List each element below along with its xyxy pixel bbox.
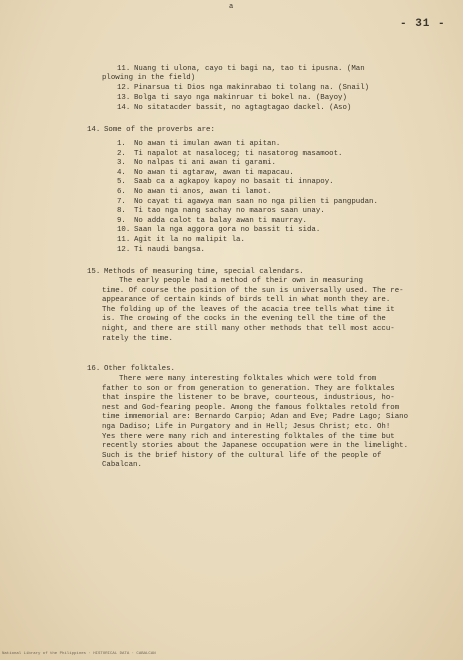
body-line: is. The crowing of the cocks in the evening tell the time of the bbox=[102, 315, 386, 324]
section-number: 14. bbox=[87, 126, 101, 134]
body-line: night, and there are still many other methods that tell most accu- bbox=[102, 325, 395, 333]
proverb-number: 1. bbox=[117, 140, 126, 148]
proverb-number: 3. bbox=[117, 159, 126, 168]
section-heading: Methods of measuring time, special calendars. bbox=[104, 268, 304, 276]
proverb-number: 2. bbox=[117, 149, 126, 158]
body-line: that inspire the listener to be brave, courteous, industrious, ho- bbox=[102, 394, 395, 403]
riddle-text: Bolga ti sayo nga makinruar ti bokel na. (Bayoy) bbox=[134, 94, 347, 102]
body-line: Such is the brief history of the cultural life of the people of bbox=[102, 451, 382, 460]
section-heading: Some of the proverbs are: bbox=[104, 126, 215, 134]
riddle-number: 12. bbox=[117, 84, 131, 92]
proverb-text: Ti napalot at nasaloceg; ti nasatorog masamoot. bbox=[134, 149, 343, 158]
proverb-text: No cayat ti agawya man saan no nga pilien ti pangpudan. bbox=[134, 197, 378, 206]
riddle-text: No sitatacder bassit, no agtagtagao dackel. (Aso) bbox=[134, 104, 352, 112]
page-number: - 31 - bbox=[400, 18, 446, 30]
section-heading: Other folktales. bbox=[104, 365, 175, 373]
body-line: rately the time. bbox=[102, 334, 173, 343]
proverb-number: 11. bbox=[117, 236, 131, 244]
body-line: There were many interesting folktales which were told from bbox=[119, 375, 377, 383]
body-line: recently stories about the Japanese occupation were in the limelight. bbox=[102, 442, 409, 451]
body-line: father to son or from generation to generation. They are folktales bbox=[102, 384, 395, 393]
body-line: nga Dadiso; Life in Purgatory and in Hell; Jesus Christ; etc. Oh! bbox=[102, 423, 391, 431]
proverb-text: Agit it la no malipit la. bbox=[134, 236, 245, 244]
body-line: Yes there were many rich and interesting folktales of the time but bbox=[102, 432, 395, 441]
archive-footer: National Library of the Philippines · HISTORICAL DATA · CABALCAN bbox=[2, 652, 156, 656]
riddle-text: Nuang ti ulona, cayo ti bagi na, tao ti ipusna. (Man bbox=[134, 65, 365, 73]
proverb-number: 12. bbox=[117, 245, 131, 254]
proverb-text: Ti tao nga nang sachay no maaros saan unay. bbox=[134, 207, 325, 216]
body-line: appearance of certain kinds of birds tell in what month they are. bbox=[102, 296, 391, 305]
proverb-number: 10. bbox=[117, 226, 131, 235]
proverb-number: 6. bbox=[117, 188, 126, 196]
body-line: The folding up of the leaves of the acacia tree tells what time it bbox=[102, 305, 395, 314]
proverb-number: 8. bbox=[117, 207, 126, 216]
top-mark: a bbox=[229, 3, 234, 11]
riddle-number: 11. bbox=[117, 65, 131, 73]
proverb-text: No awan ti agtaraw, awan ti mapacau. bbox=[134, 168, 294, 177]
body-line: time immemorial are: Bernardo Carpio; Adan and Eve; Padre Lago; Siano bbox=[102, 413, 409, 422]
riddle-text: Pinarsua ti Dios nga makinrabao ti tolang na. (Snail) bbox=[134, 84, 370, 92]
proverb-number: 4. bbox=[117, 168, 126, 177]
body-line: Cabalcan. bbox=[102, 461, 142, 470]
proverb-number: 7. bbox=[117, 197, 126, 206]
proverb-text: Saab ca a agkapoy kapoy no basait ti innapoy. bbox=[134, 178, 334, 187]
proverb-text: No awan ti imulan awan ti apitan. bbox=[134, 140, 281, 148]
proverb-text: No awan ti anos, awan ti lamot. bbox=[134, 188, 272, 196]
riddle-number: 13. bbox=[117, 94, 131, 102]
proverb-text: No adda calot ta balay awan ti maurray. bbox=[134, 216, 307, 225]
proverb-text: No nalpas ti ani awan ti garami. bbox=[134, 159, 276, 168]
body-line: nest and God-fearing people. Among the famous folktales retold from bbox=[102, 403, 400, 412]
section-number: 16. bbox=[87, 365, 101, 373]
riddle-text: plowing in the field) bbox=[102, 74, 196, 82]
section-number: 15. bbox=[87, 268, 101, 276]
proverb-text: Saan la nga aggora gora no bassit ti sida. bbox=[134, 226, 321, 235]
riddle-number: 14. bbox=[117, 104, 131, 112]
proverb-number: 5. bbox=[117, 178, 126, 187]
body-line: The early people had a method of their own in measuring bbox=[119, 277, 363, 285]
proverb-text: Ti naudi bangsa. bbox=[134, 245, 205, 254]
body-line: time. Of course the position of the sun is universally used. The re- bbox=[102, 286, 404, 295]
proverb-number: 9. bbox=[117, 216, 126, 225]
